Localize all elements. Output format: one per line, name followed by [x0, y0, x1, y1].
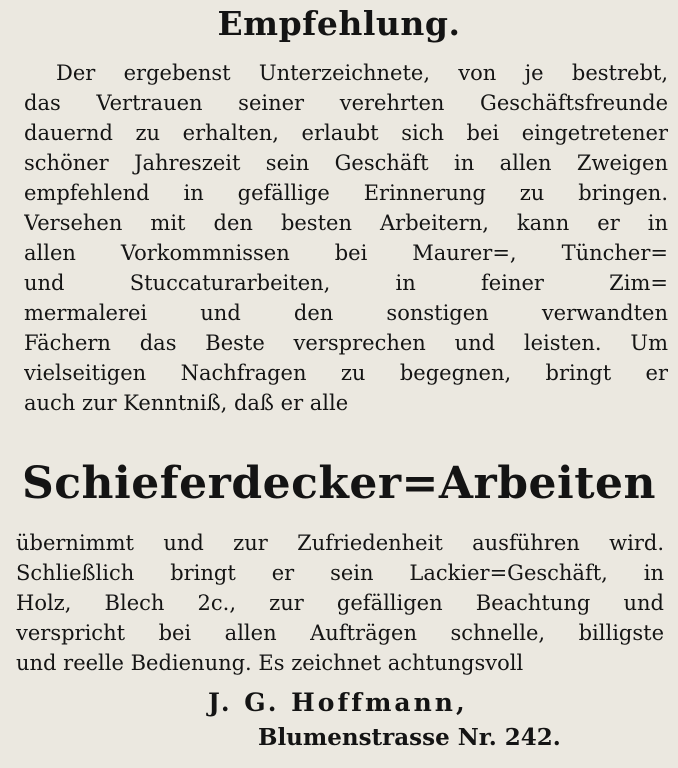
text-line: und reelle Bedienung. Es zeichnet achtungsvoll — [16, 651, 524, 675]
advertisement-title: Empfehlung. — [217, 4, 461, 43]
text-line: das Vertrauen seiner verehrten Geschäftsfreunde — [24, 91, 668, 115]
signature-name: J. G. Hoffmann, — [208, 688, 468, 717]
text-line: schöner Jahreszeit sein Geschäft in allen Zweigen — [24, 151, 668, 175]
text-line: dauernd zu erhalten, erlaubt sich bei eingetretener — [24, 121, 668, 145]
text-line: Schließlich bringt er sein Lackier=Geschäft, in — [16, 561, 664, 585]
text-line: Versehen mit den besten Arbeitern, kann er in — [24, 211, 668, 235]
second-paragraph — [16, 528, 664, 678]
text-line: Holz, Blech 2c., zur gefälligen Beachtung und — [16, 591, 664, 615]
text-line: empfehlend in gefällige Erinnerung zu bringen. — [24, 181, 668, 205]
text-line: Fächern das Beste versprechen und leisten. Um — [24, 331, 668, 355]
signature-address: Blumenstrasse Nr. 242. — [258, 724, 561, 751]
text-line: verspricht bei allen Aufträgen schnelle, billigste — [16, 621, 664, 645]
text-line: übernimmt und zur Zufriedenheit ausführen wird. — [16, 531, 664, 555]
text-line: allen Vorkommnissen bei Maurer=, Tüncher= — [24, 241, 668, 265]
text-line: mermalerei und den sonstigen verwandten — [24, 301, 668, 325]
text-line: auch zur Kenntniß, daß er alle — [24, 391, 349, 415]
text-line: Der ergebenst Unterzeichnete, von je bestrebt, — [56, 61, 668, 85]
text-line: und Stuccaturarbeiten, in feiner Zim= — [24, 271, 668, 295]
text-line: vielseitigen Nachfragen zu begegnen, bringt er — [24, 361, 668, 385]
first-paragraph — [24, 58, 668, 418]
service-headline: Schieferdecker=Arbeiten — [21, 458, 657, 509]
